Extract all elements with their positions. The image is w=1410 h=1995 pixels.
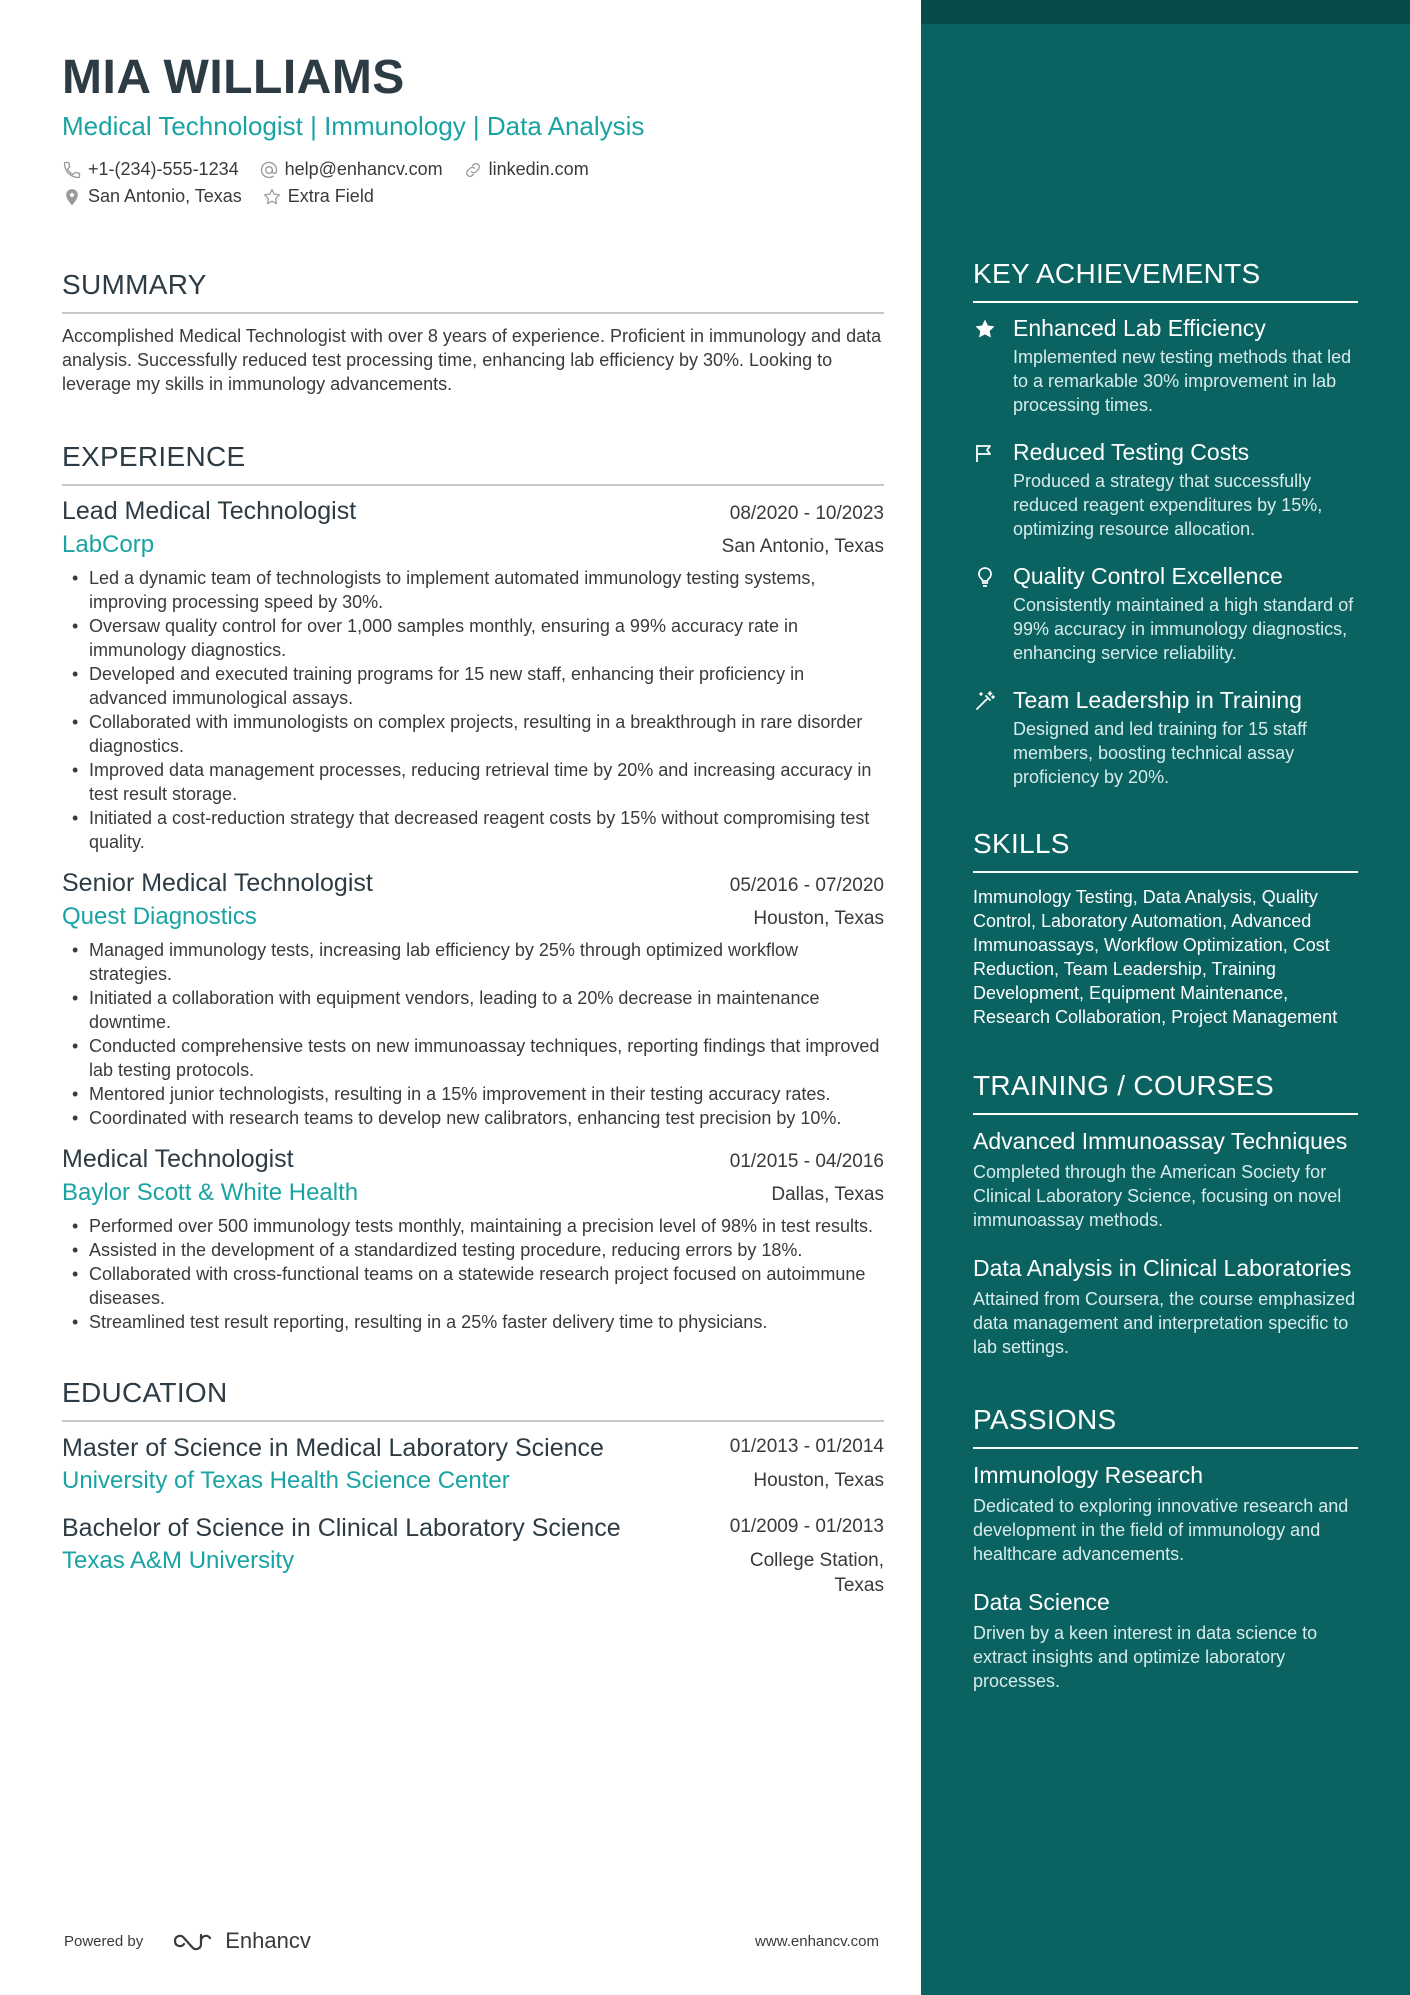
powered-by-label: Powered by [64,1932,144,1950]
job-bullet: • Streamlined test result reporting, resulting in a 25% faster delivery time to physicians. [62,1310,884,1334]
summary-title: SUMMARY [62,268,884,314]
job-bullet: • Initiated a collaboration with equipment vendors, leading to a 20% decrease in maintenance downtime. [62,986,884,1034]
job-bullet: • Developed and executed training programs for 15 new staff, enhancing their proficiency in advanced immunological assays. [62,662,884,710]
achievement-title: Team Leadership in Training [1013,687,1302,713]
sidebar-column [921,0,1410,1995]
education-header [62,1512,884,1544]
job-entry [62,494,884,854]
achievement-item [973,311,1358,417]
brand-logo[interactable] [171,1928,311,1954]
lightbulb-icon [973,565,997,589]
job-bullet: • Collaborated with immunologists on complex projects, resulting in a breakthrough in rare disorder diagnostics. [62,710,884,758]
job-location: Houston, Texas [753,908,884,929]
job-header [62,494,884,528]
link-icon [463,160,483,180]
job-bullet: • Collaborated with cross-functional teams on a statewide research project focused on autoimmune diseases. [62,1262,884,1310]
linkedin-text[interactable]: linkedin.com [488,159,589,179]
job-bullet: • Managed immunology tests, increasing lab efficiency by 25% through optimized workflow strategies. [62,938,884,986]
course-desc: Completed through the American Society for Clinical Laboratory Science, focusing on novel immunoassay methods. [973,1162,1342,1230]
job-title: Senior Medical Technologist [62,869,373,897]
education-section [62,1376,884,1598]
education-degree: Bachelor of Science in Clinical Laboratory Science [62,1514,621,1542]
achievement-body [1013,559,1358,665]
education-location: Houston, Texas [753,1470,884,1491]
job-bullet: • Assisted in the development of a standardized testing procedure, reducing errors by 18%. [62,1238,884,1262]
course-title: Advanced Immunoassay Techniques [973,1128,1348,1154]
education-date: 01/2013 - 01/2014 [729,1436,884,1457]
achievements-title: KEY ACHIEVEMENTS [973,257,1358,303]
website-link[interactable]: www.enhancv.com [755,1932,879,1950]
job-bullets [62,1214,884,1334]
education-header [62,1432,884,1464]
star-outline-icon [262,187,282,207]
email-text[interactable]: help@enhancv.com [284,159,443,179]
summary-text: Accomplished Medical Technologist with over 8 years of experience. Proficient in immunology and data analysis. Successfully reduced test processing time, enhancing lab efficiency by 30%. Looking to leverage my skills in immunology advancements. [62,326,882,394]
achievement-body [1013,435,1358,541]
skills-section [973,827,1358,1029]
job-bullet: • Mentored junior technologists, resulting in a 15% improvement in their testing accuracy rates. [62,1082,884,1106]
passions-section [973,1403,1358,1693]
education-date: 01/2009 - 01/2013 [729,1516,884,1537]
at-sign-icon [259,160,279,180]
job-bullets [62,938,884,1130]
job-date: 08/2020 - 10/2023 [729,503,884,524]
phone-icon [62,160,82,180]
contact-row-2 [62,183,884,210]
education-school: Texas A&M University [62,1547,295,1574]
flag-icon [973,441,997,465]
achievement-body [1013,683,1358,789]
job-location: San Antonio, Texas [721,536,884,557]
job-company: LabCorp [62,531,155,558]
star-icon [973,317,997,341]
course-item [973,1254,1358,1359]
job-location: Dallas, Texas [771,1184,884,1205]
job-subheader [62,900,884,934]
passion-title: Data Science [973,1589,1110,1615]
summary-section [62,268,884,396]
passion-desc: Driven by a keen interest in data science to extract insights and optimize laboratory processes. [973,1623,1318,1691]
experience-section [62,440,884,1334]
magic-wand-icon [973,689,997,713]
training-title: TRAINING / COURSES [973,1069,1358,1115]
job-header [62,1142,884,1176]
course-title: Data Analysis in Clinical Laboratories [973,1255,1352,1281]
enhancv-logo-icon [171,1929,217,1953]
job-bullet: • Conducted comprehensive tests on new immunoassay techniques, reporting findings that improved lab testing protocols. [62,1034,884,1082]
contact-info [62,156,884,210]
course-item [973,1127,1358,1232]
course-desc: Attained from Coursera, the course emphasized data management and interpretation specific to lab settings. [973,1289,1356,1357]
job-bullet: • Improved data management processes, reducing retrieval time by 20% and increasing accuracy in test result storage. [62,758,884,806]
education-school: University of Texas Health Science Center [62,1467,510,1494]
sidebar-top-band [921,0,1410,24]
achievements-section [973,257,1358,789]
education-title: EDUCATION [62,1376,884,1422]
contact-extra [262,183,374,210]
passion-desc: Dedicated to exploring innovative research and development in the field of immunology and healthcare advancements. [973,1496,1349,1564]
passion-item [973,1588,1358,1693]
job-subheader [62,528,884,562]
job-title: Medical Technologist [62,1145,294,1173]
passion-title: Immunology Research [973,1462,1204,1488]
footer [64,1928,879,1954]
education-subheader [62,1544,884,1598]
achievement-title: Enhanced Lab Efficiency [1013,315,1266,341]
contact-location [62,183,242,210]
education-degree: Master of Science in Medical Laboratory Science [62,1434,604,1462]
main-column-inner [62,50,884,1598]
contact-phone [62,156,239,183]
achievement-title: Quality Control Excellence [1013,563,1283,589]
achievement-desc: Consistently maintained a high standard of 99% accuracy in immunology diagnostics, enhancing service reliability. [1013,595,1354,663]
job-date: 01/2015 - 04/2016 [729,1151,884,1172]
passion-item [973,1461,1358,1566]
job-company: Baylor Scott & White Health [62,1179,359,1206]
achievement-desc: Designed and led training for 15 staff members, boosting technical assay proficiency by 20%. [1013,719,1307,787]
achievement-desc: Produced a strategy that successfully reduced reagent expenditures by 15%, optimizing resource allocation. [1013,471,1323,539]
experience-title: EXPERIENCE [62,440,884,486]
headline: Medical Technologist | Immunology | Data Analysis [62,111,645,141]
job-date: 05/2016 - 07/2020 [729,875,884,896]
skills-text: Immunology Testing, Data Analysis, Quality Control, Laboratory Automation, Advanced Immunoassays, Workflow Optimization, Cost Reduction, Team Leadership, Training Development, Equipment Maintenance, Research Collaboration, Project Management [973,887,1338,1027]
job-bullet: • Led a dynamic team of technologists to implement automated immunology testing systems, improving processing speed by 30%. [62,566,884,614]
job-bullet: • Oversaw quality control for over 1,000 samples monthly, ensuring a 99% accuracy rate in immunology diagnostics. [62,614,884,662]
training-section [973,1069,1358,1359]
map-pin-icon [62,187,82,207]
job-bullets [62,566,884,854]
education-entry [62,1432,884,1498]
contact-linkedin[interactable] [463,156,589,183]
location-text: San Antonio, Texas [88,186,242,206]
achievement-item [973,435,1358,541]
passions-title: PASSIONS [973,1403,1358,1449]
job-entry [62,866,884,1130]
achievement-title: Reduced Testing Costs [1013,439,1250,465]
achievement-desc: Implemented new testing methods that led to a remarkable 30% improvement in lab processing times. [1013,347,1352,415]
contact-email[interactable] [259,156,443,183]
extra-field-text: Extra Field [287,186,374,206]
contact-row-1 [62,156,884,183]
job-bullet: • Performed over 500 immunology tests monthly, maintaining a precision level of 98% in test results. [62,1214,884,1238]
job-bullet: • Coordinated with research teams to develop new calibrators, enhancing test precision by 10%. [62,1106,884,1130]
phone-text: +1-(234)-555-1234 [88,159,239,179]
sidebar-inner [921,257,1358,1693]
achievement-item [973,683,1358,789]
job-title: Lead Medical Technologist [62,497,357,525]
job-header [62,866,884,900]
name: MIA WILLIAMS [62,51,405,104]
achievement-body [1013,311,1358,417]
job-subheader [62,1176,884,1210]
education-location: College Station, Texas [749,1550,884,1596]
job-bullet: • Initiated a cost-reduction strategy that decreased reagent costs by 15% without compromising test quality. [62,806,884,854]
powered-by [64,1928,311,1954]
skills-title: SKILLS [973,827,1358,873]
education-subheader [62,1464,884,1498]
brand-name: Enhancv [225,1928,311,1953]
job-company: Quest Diagnostics [62,903,257,930]
education-entry [62,1512,884,1598]
job-entry [62,1142,884,1334]
achievement-item [973,559,1358,665]
